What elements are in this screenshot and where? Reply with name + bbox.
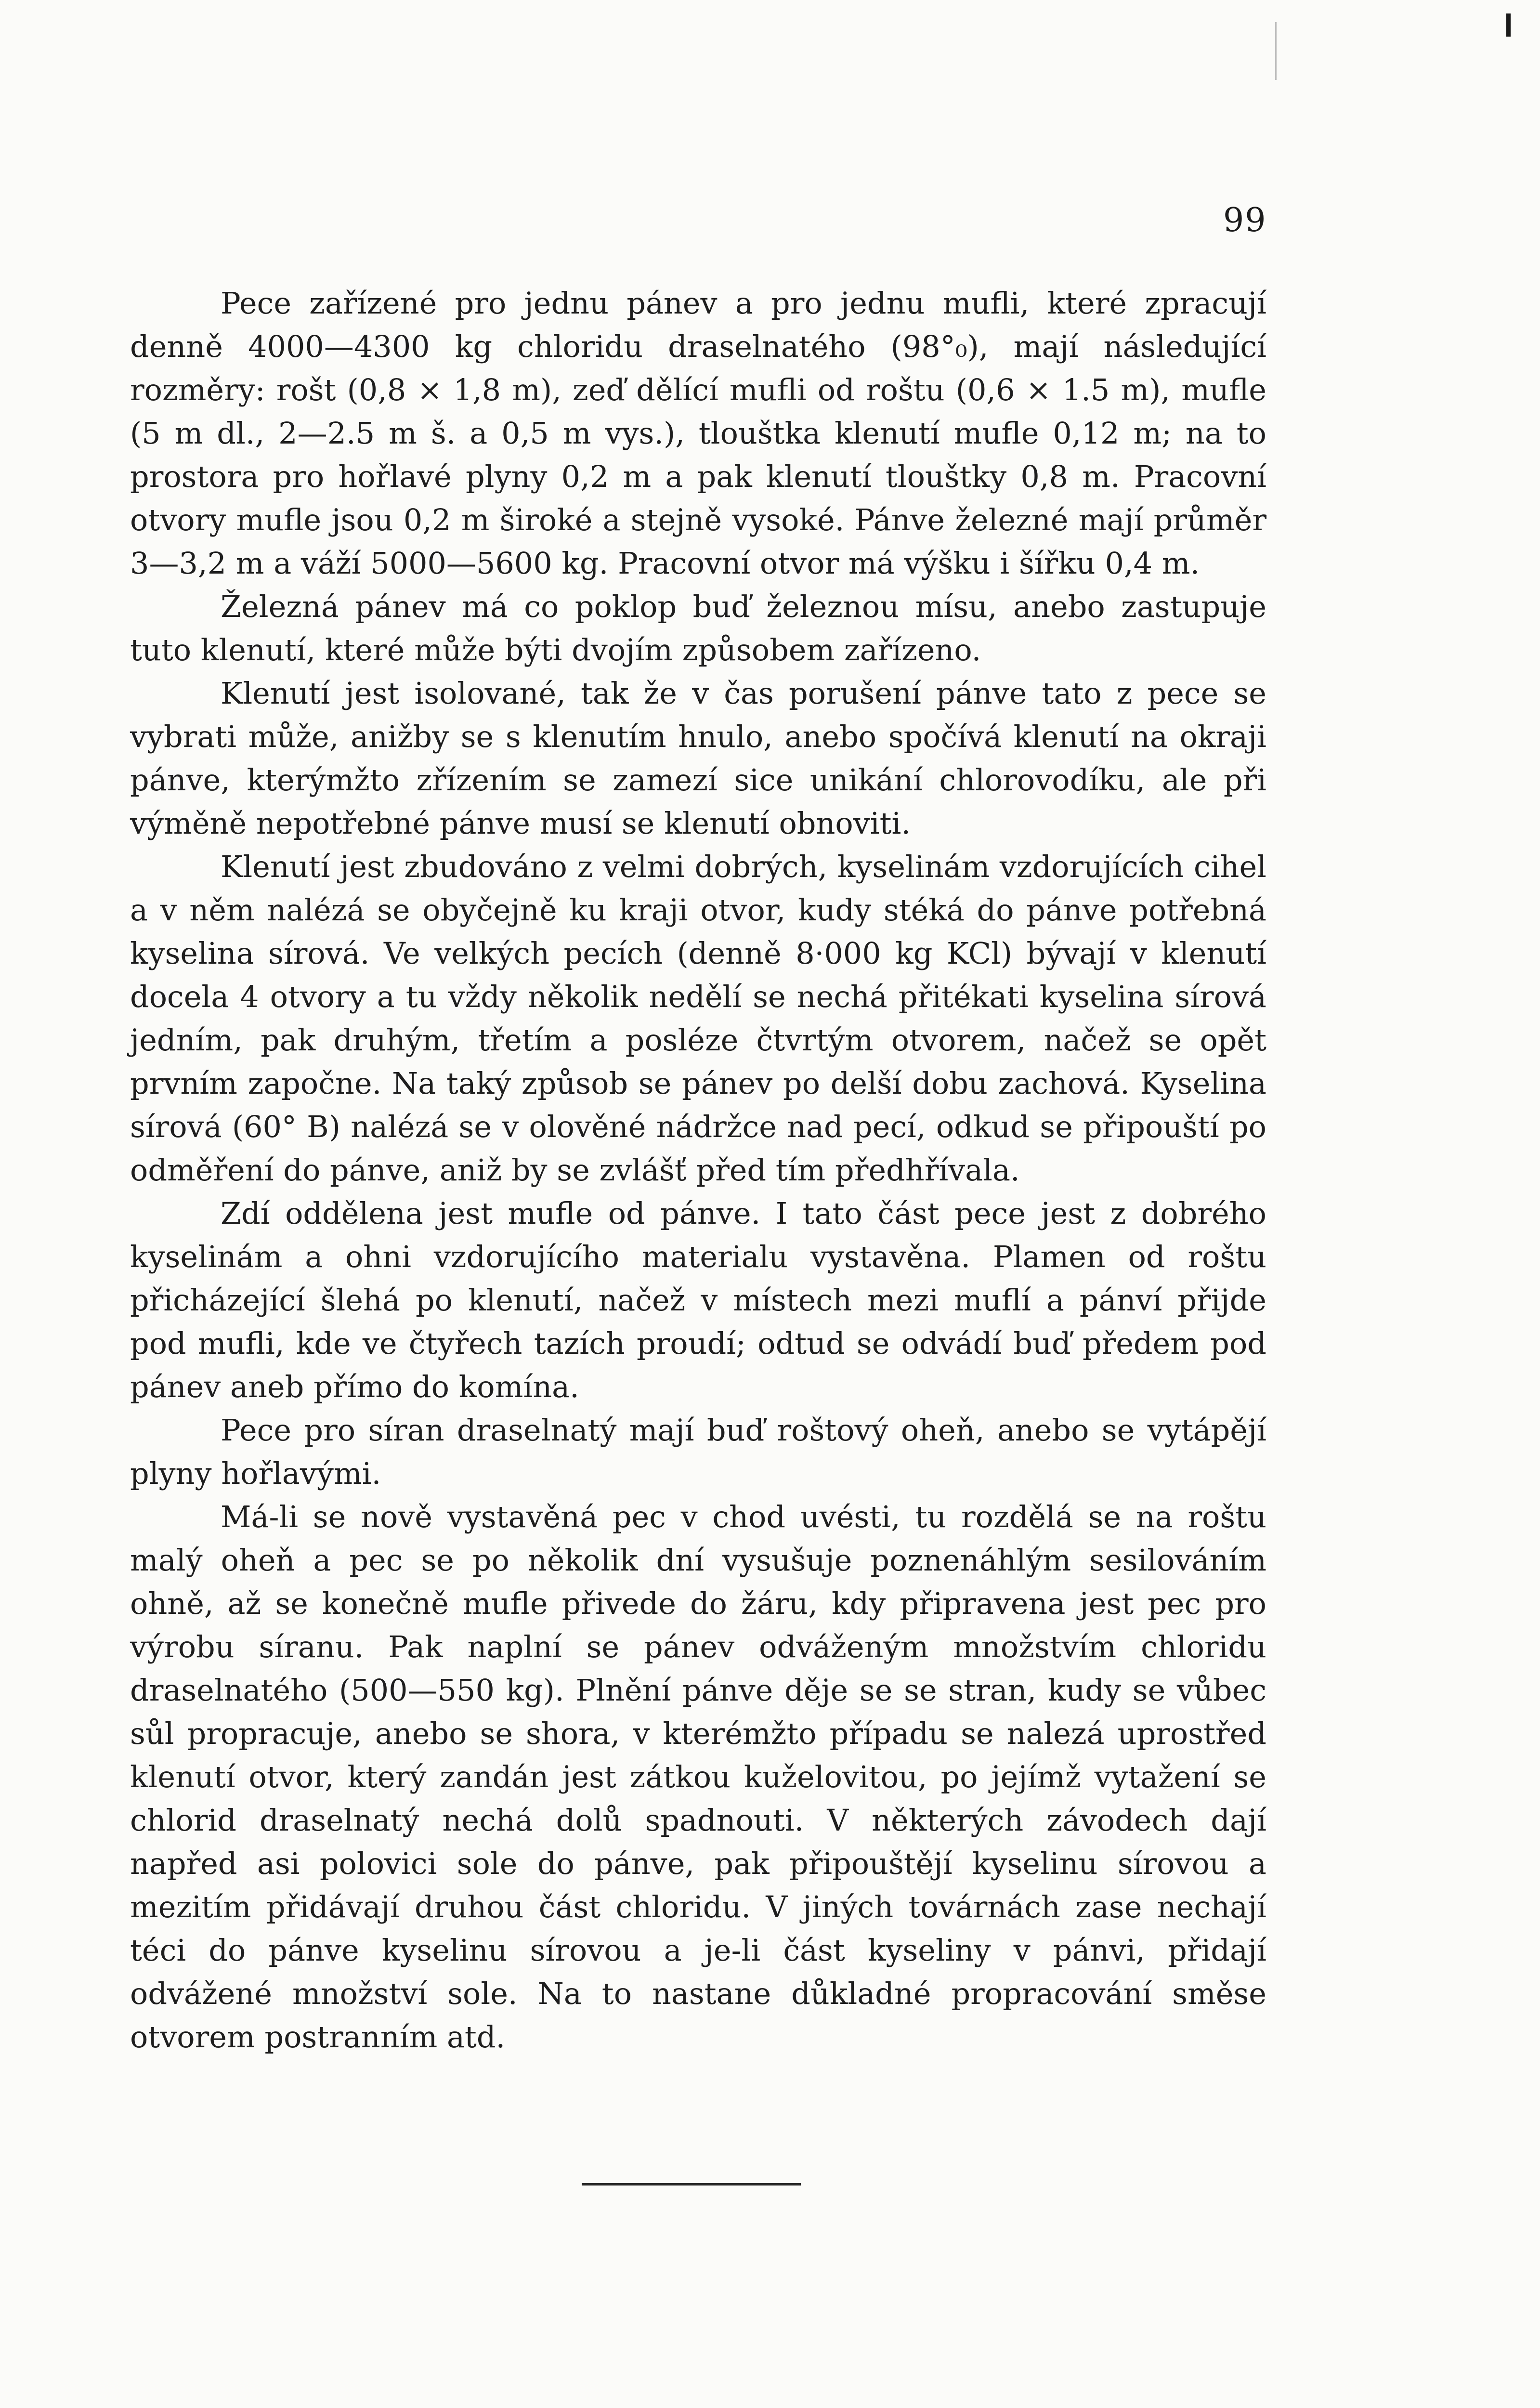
section-end-rule <box>582 2183 801 2186</box>
paragraph: Železná pánev má co poklop buď železnou mísu, anebo zastupuje tuto klenutí, které může býti dvojím způsobem zařízeno. <box>130 589 1266 667</box>
scan-edge-mark <box>1275 22 1277 80</box>
paragraph: Má-li se nově vystavěná pec v chod uvésti, tu rozdělá se na roštu malý oheň a pec se po několik dní vysušuje poznenáhlým sesilováním ohně, až se konečně mufle přivede do žáru, kdy připravena jest pec pro výrobu síranu. Pak naplní se pánev odváženým množstvím chloridu draselnatého (500—550 kg). Plnění pánve děje se se stran, kudy se vůbec sůl propracuje, anebo se shora, v kterémžto případu se nalezá uprostřed klenutí otvor, který zandán jest zátkou kuželovitou, po jejímž vytažení se chlorid draselnatý nechá dolů spadnouti. V některých závodech dají napřed asi polovici sole do pánve, pak připouštějí kyselinu sírovou a mezitím přidávají druhou část chloridu. V jiných továrnách zase nechají téci do pánve kyselinu sírovou a je-li část kyseliny v pánvi, přidají odvážené množství sole. Na to nastane důkladné propracování směse otvorem postranním atd. <box>130 1499 1266 2055</box>
body-text <box>130 282 1266 2059</box>
paragraph: Klenutí jest zbudováno z velmi dobrých, kyselinám vzdorujících cihel a v něm nalézá se obyčejně ku kraji otvor, kudy stéká do pánve potřebná kyselina sírová. Ve velkých pecích (denně 8·000 kg KCl) bývají v klenutí docela 4 otvory a tu vždy několik nedělí se nechá přitékati kyselina sírová jedním, pak druhým, třetím a posléze čtvrtým otvorem, načež se opět prvním započne. Na taký způsob se pánev po delší dobu zachová. Kyselina sírová (60° B) nalézá se v olověné nádržce nad pecí, odkud se připouští po odměření do pánve, aniž by se zvlášť před tím předhřívala. <box>130 849 1266 1188</box>
page-number: 99 <box>1223 201 1267 239</box>
scan-edge-mark <box>1506 13 1511 37</box>
paragraph: Klenutí jest isolované, tak že v čas porušení pánve tato z pece se vybrati může, anižby se s klenutím hnulo, anebo spočívá klenutí na okraji pánve, kterýmžto zřízením se zamezí sice unikání chlorovodíku, ale při výměně nepotřebné pánve musí se klenutí obnoviti. <box>130 676 1266 841</box>
paragraph: Pece pro síran draselnatý mají buď roštový oheň, anebo se vytápějí plyny hořlavými. <box>130 1413 1266 1491</box>
paragraph: Zdí oddělena jest mufle od pánve. I tato část pece jest z dobrého kyselinám a ohni vzdorujícího materialu vystavěna. Plamen od roštu přicházející šlehá po klenutí, načež v místech mezi muflí a pánví přijde pod mufli, kde ve čtyřech tazích proudí; odtud se odvádí buď předem pod pánev aneb přímo do komína. <box>130 1196 1266 1404</box>
paragraph: Pece zařízené pro jednu pánev a pro jednu mufli, které zpracují denně 4000—4300 kg chloridu draselnatého (98°₀), mají následující rozměry: rošt (0,8 × 1,8 m), zeď dělící mufli od roštu (0,6 × 1.5 m), mufle (5 m dl., 2—2.5 m š. a 0,5 m vys.), tlouštka klenutí mufle 0,12 m; na to prostora pro hořlavé plyny 0,2 m a pak klenutí tlouštky 0,8 m. Pracovní otvory mufle jsou 0,2 m široké a stejně vysoké. Pánve železné mají průměr 3—3,2 m a váží 5000—5600 kg. Pracovní otvor má výšku i šířku 0,4 m. <box>130 286 1266 581</box>
